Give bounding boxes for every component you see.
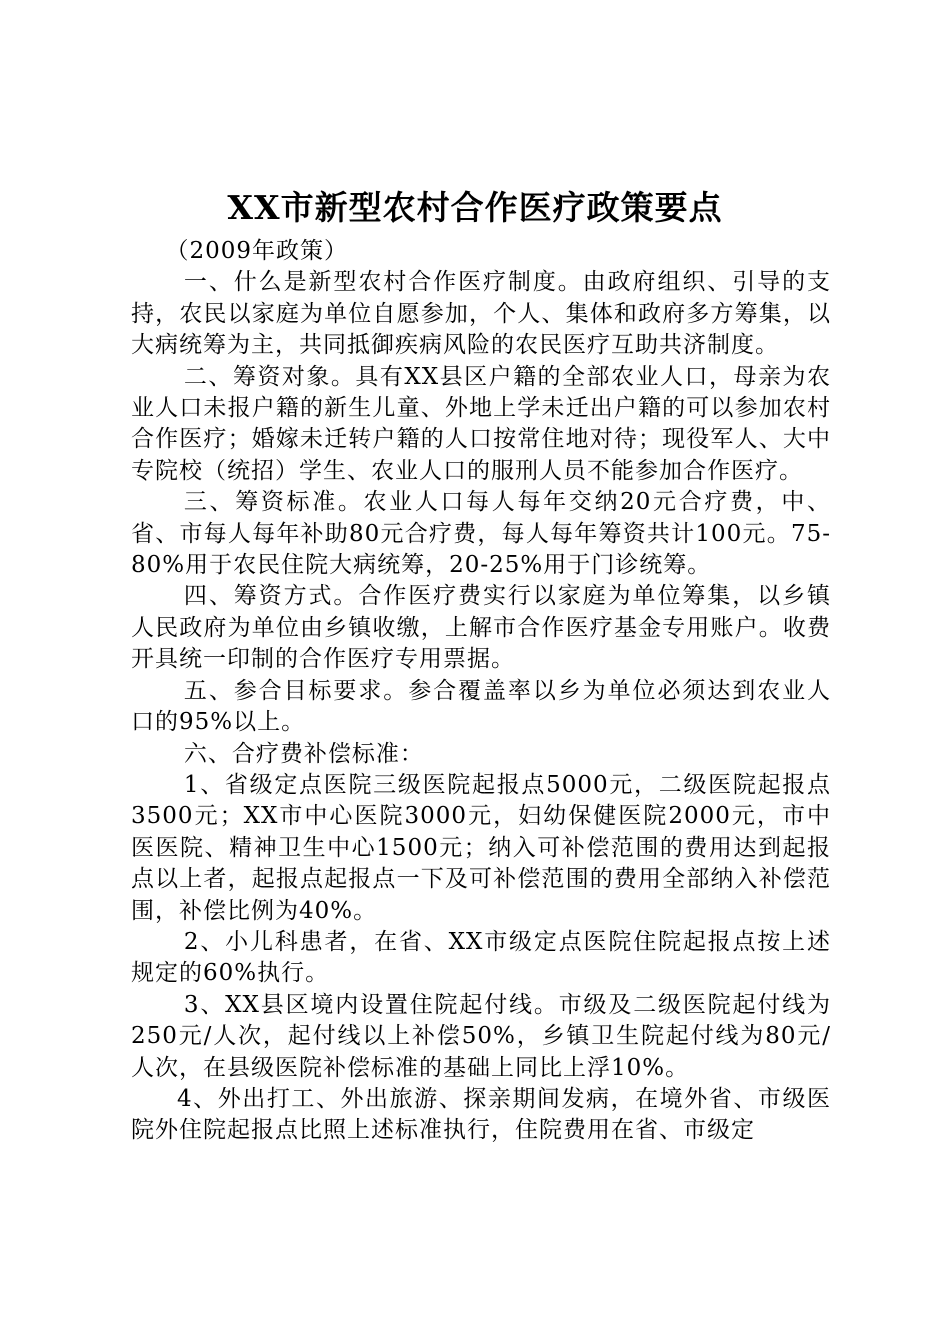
paragraph-what-is-ncms: 一、什么是新型农村合作医疗制度。由政府组织、引导的支持，农民以家庭为单位自愿参加，个人、集体和政府多方筹集，以大病统筹为主，共同抵御疾病风险的农民医疗互助共济制度。 [131, 269, 831, 359]
paragraph-item-4: 4、外出打工、外出旅游、探亲期间发病，在境外省、市级医院外住院起报点比照上述标准执行，住院费用在省、市级定 [131, 1085, 831, 1144]
document-title: XX市新型农村合作医疗政策要点 [227, 188, 723, 227]
document-body [131, 236, 831, 1147]
paragraph-funding-method: 四、筹资方式。合作医疗费实行以家庭为单位筹集，以乡镇人民政府为单位由乡镇收缴，上解市合作医疗基金专用账户。收费开具统一印制的合作医疗专用票据。 [131, 583, 831, 673]
document-subtitle: （2009年政策） [165, 238, 349, 264]
paragraph-item-2: 2、小儿科患者，在省、XX市级定点医院住院起报点按上述规定的60%执行。 [131, 928, 831, 987]
paragraph-item-3: 3、XX县区境内设置住院起付线。市级及二级医院起付线为250元/人次，起付线以上补偿50%，乡镇卫生院起付线为80元/人次，在县级医院补偿标准的基础上同比上浮10%。 [131, 991, 831, 1081]
paragraph-funding-standard: 三、筹资标准。农业人口每人每年交纳20元合疗费，中、省、市每人每年补助80元合疗费，每人每年筹资共计100元。75-80%用于农民住院大病统筹，20-25%用于门诊统筹。 [131, 489, 831, 579]
paragraph-participation-goal: 五、参合目标要求。参合覆盖率以乡为单位必须达到农业人口的95%以上。 [131, 677, 831, 736]
paragraph-compensation-heading: 六、合疗费补偿标准： [183, 740, 424, 767]
paragraph-funding-targets: 二、筹资对象。具有XX县区户籍的全部农业人口，母亲为农业人口未报户籍的新生儿童、外地上学未迁出户籍的可以参加农村合作医疗；婚嫁未迁转户籍的人口按常住地对待；现役军人、大中专院校（统招）学生、农业人口的服刑人员不能参加合作医疗。 [131, 363, 831, 484]
paragraph-item-1: 1、省级定点医院三级医院起报点5000元，二级医院起报点3500元；XX市中心医院3000元，妇幼保健医院2000元，市中医医院、精神卫生中心1500元；纳入可补偿范围的费用达到起报点以上者，起报点起报点一下及可补偿范围的费用全部纳入补偿范围，补偿比例为40%。 [131, 771, 831, 924]
